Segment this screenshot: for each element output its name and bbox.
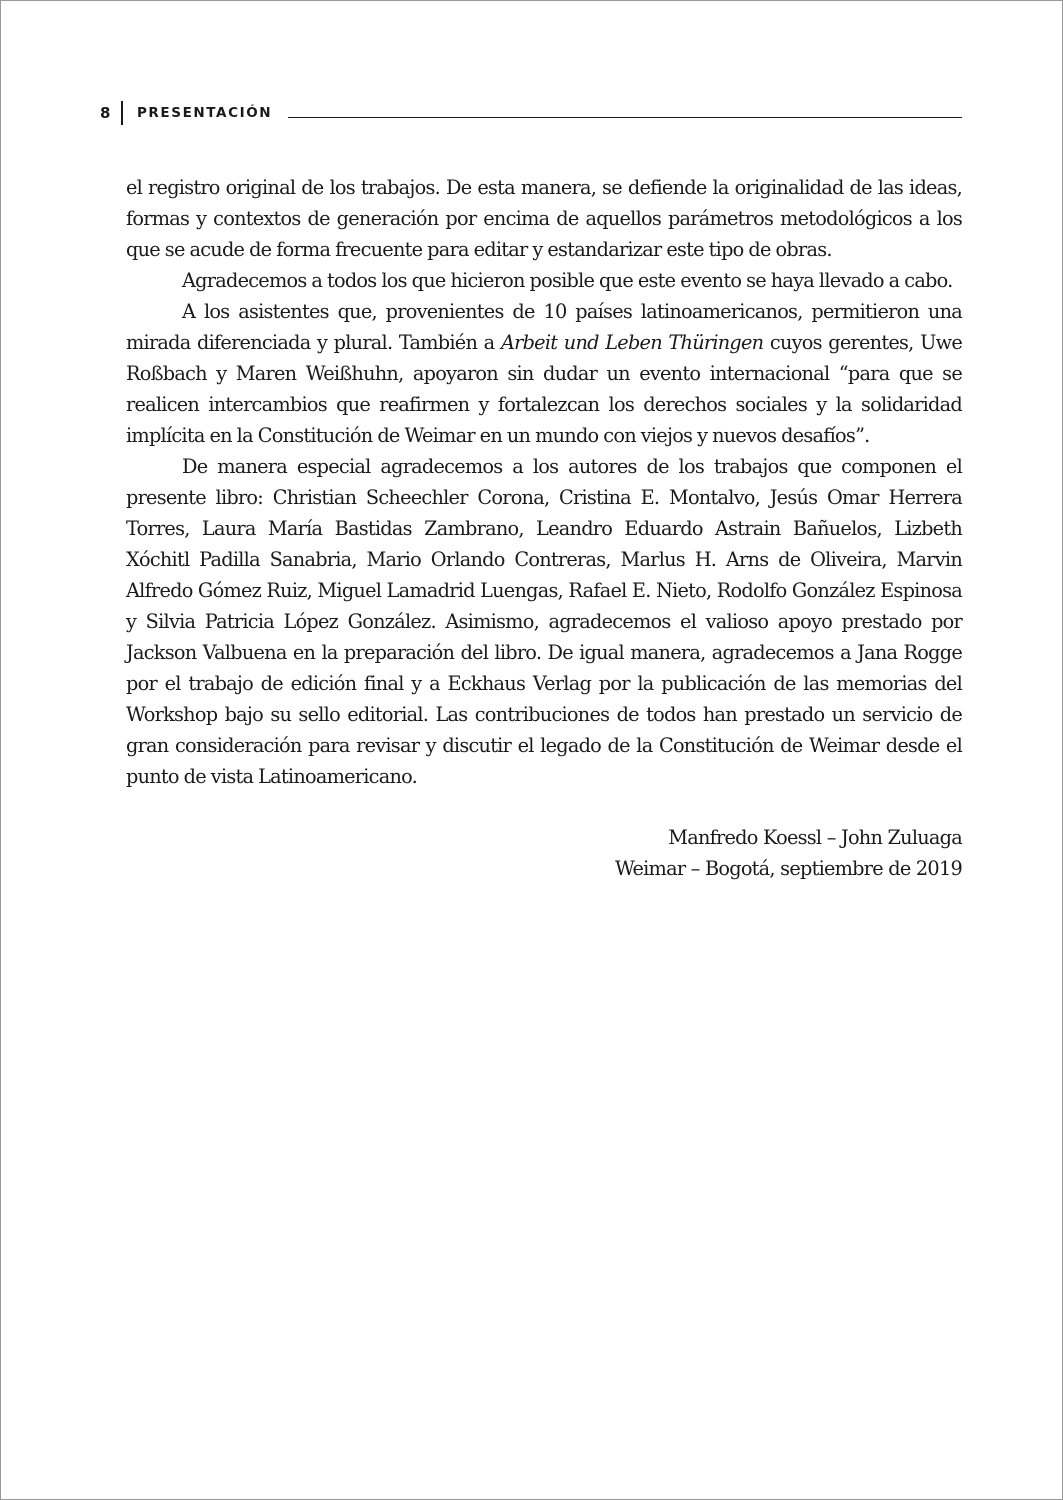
- paragraph-2: Agradecemos a todos los que hicieron posible que este evento se haya llevado a cabo.: [182, 269, 953, 292]
- section-title: PRESENTACIÓN: [136, 105, 273, 121]
- organization-name-italic: Arbeit und Leben Thüringen: [500, 331, 764, 354]
- paragraph-1: el registro original de los trabajos. De esta manera, se defiende la originalidad de las ideas, formas y contextos de generación por encima de aquellos parámetros metodológicos a los que se acude de forma frecuente para editar y estandarizar este tipo de obras.: [126, 176, 962, 261]
- signature-names: Manfredo Koessl – John Zuluaga: [668, 826, 962, 849]
- signature-place-date: Weimar – Bogotá, septiembre de 2019: [614, 857, 962, 880]
- page-number: 8: [100, 104, 111, 122]
- paragraph-3-text-after: cuyos gerentes, Uwe Roßbach y Maren Weißhuhn, apoyaron sin dudar un evento internacional “para que se realicen intercambios que reafirmen y fortalezcan los derechos sociales y la solidaridad implícita en la Constitución de Weimar en un mundo con viejos y nuevos desafíos”.: [126, 331, 962, 447]
- running-header: [100, 100, 962, 126]
- signature-block: [500, 822, 962, 884]
- paragraph-4: De manera especial agradecemos a los autores de los trabajos que componen el presente libro: Christian Scheechler Corona, Cristina E. Montalvo, Jesús Omar Herrera Torres, Laura María Bastidas Zambrano, Leandro Eduardo Astrain Bañuelos, Lizbeth Xóchitl Padilla Sanabria, Mario Orlando Contreras, Marlus H. Arns de Oliveira, Marvin Alfredo Gómez Ruiz, Miguel Lamadrid Luengas, Rafael E. Nieto, Rodolfo González Espinosa y Silvia Patricia López González. Asimismo, agradecemos el valioso apoyo prestado por Jackson Valbuena en la preparación del libro. De igual manera, agradecemos a Jana Rogge por el trabajo de edición final y a Eckhaus Verlag por la publicación de las memorias del Workshop bajo su sello editorial. Las contribuciones de todos han prestado un servicio de gran consideración para revisar y discutir el legado de la Constitución de Weimar desde el punto de vista Latinoamericano.: [126, 455, 962, 788]
- paragraph-3: [126, 296, 962, 451]
- paragraph-3-text-before: A los asistentes que, provenientes de 10 países latinoamericanos, permitieron una mirada diferenciada y plural. También a: [126, 300, 962, 354]
- header-separator: [121, 101, 123, 125]
- header-rule: [288, 117, 962, 118]
- body-text: [126, 172, 962, 792]
